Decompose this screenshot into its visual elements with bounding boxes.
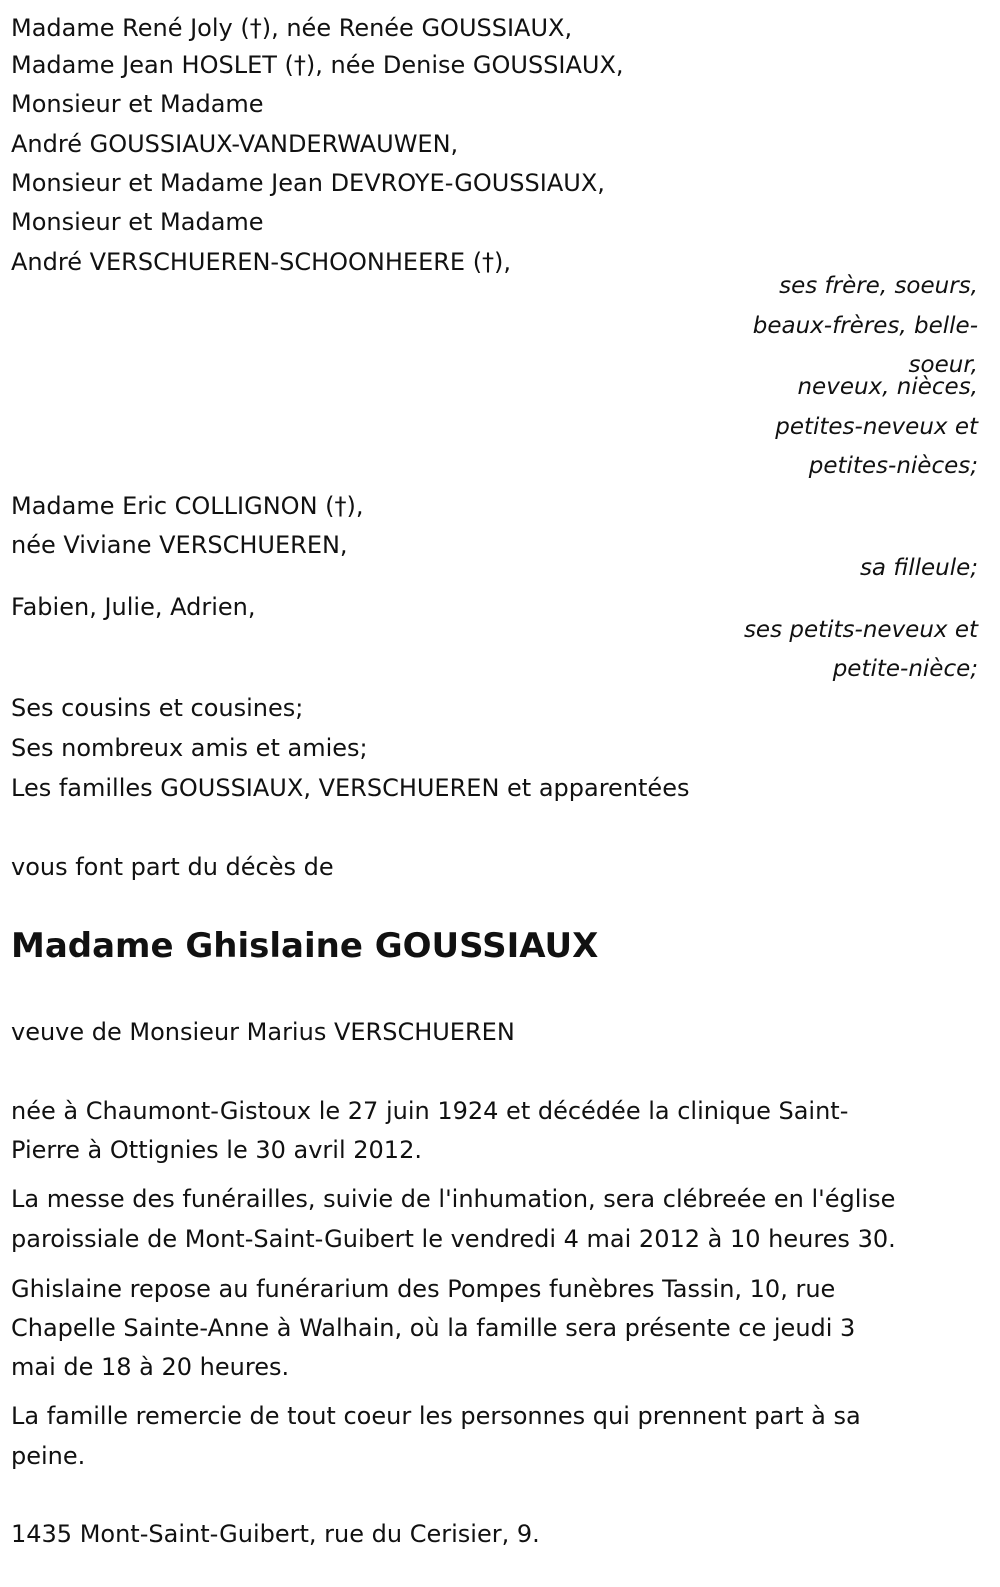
family-line: Ses cousins et cousines; — [11, 694, 304, 722]
family-line: Monsieur et Madame — [11, 208, 264, 236]
family-line: Fabien, Julie, Adrien, — [11, 593, 256, 621]
body-line: née à Chaumont-Gistoux le 27 juin 1924 et décédée la clinique Saint- — [11, 1097, 849, 1125]
relation-line: neveux, nièces, — [797, 374, 978, 400]
body-line: La messe des funérailles, suivie de l'inhumation, sera clébreée en l'église — [11, 1185, 896, 1213]
family-line: Madame Eric COLLIGNON (†), — [11, 492, 364, 520]
family-line: Madame Jean HOSLET (†), née Denise GOUSSIAUX, — [11, 51, 624, 79]
family-line: André VERSCHUEREN-SCHOONHEERE (†), — [11, 248, 512, 276]
relation-line: petites-neveux et — [775, 414, 978, 440]
body-line: peine. — [11, 1442, 86, 1470]
relation-line: ses petits-neveux et — [743, 617, 978, 643]
family-line: née Viviane VERSCHUEREN, — [11, 531, 348, 559]
deceased-name: Madame Ghislaine GOUSSIAUX — [11, 926, 599, 966]
body-line: veuve de Monsieur Marius VERSCHUEREN — [11, 1018, 515, 1046]
family-line: Ses nombreux amis et amies; — [11, 734, 368, 762]
body-line: Pierre à Ottignies le 30 avril 2012. — [11, 1136, 422, 1164]
body-line: 1435 Mont-Saint-Guibert, rue du Cerisier, 9. — [11, 1520, 540, 1548]
family-line: André GOUSSIAUX-VANDERWAUWEN, — [11, 130, 459, 158]
relation-line: petite-nièce; — [832, 656, 978, 682]
body-line: mai de 18 à 20 heures. — [11, 1353, 290, 1381]
body-line: Chapelle Sainte-Anne à Walhain, où la famille sera présente ce jeudi 3 — [11, 1314, 856, 1342]
relation-line: petites-nièces; — [808, 453, 978, 479]
relation-line: soeur, — [908, 352, 978, 378]
body-line: La famille remercie de tout coeur les personnes qui prennent part à sa — [11, 1402, 861, 1430]
body-line: Ghislaine repose au funérarium des Pompes funèbres Tassin, 10, rue — [11, 1275, 836, 1303]
body-line: paroissiale de Mont-Saint-Guibert le vendredi 4 mai 2012 à 10 heures 30. — [11, 1225, 896, 1253]
relation-line: ses frère, soeurs, — [779, 273, 978, 299]
family-line: vous font part du décès de — [11, 853, 334, 881]
family-line: Monsieur et Madame — [11, 90, 264, 118]
relation-line: sa filleule; — [859, 555, 978, 581]
relation-line: beaux-frères, belle- — [752, 313, 978, 339]
family-line: Madame René Joly (†), née Renée GOUSSIAUX, — [11, 14, 573, 42]
family-line: Les familles GOUSSIAUX, VERSCHUEREN et apparentées — [11, 774, 690, 802]
family-line: Monsieur et Madame Jean DEVROYE-GOUSSIAUX, — [11, 169, 605, 197]
